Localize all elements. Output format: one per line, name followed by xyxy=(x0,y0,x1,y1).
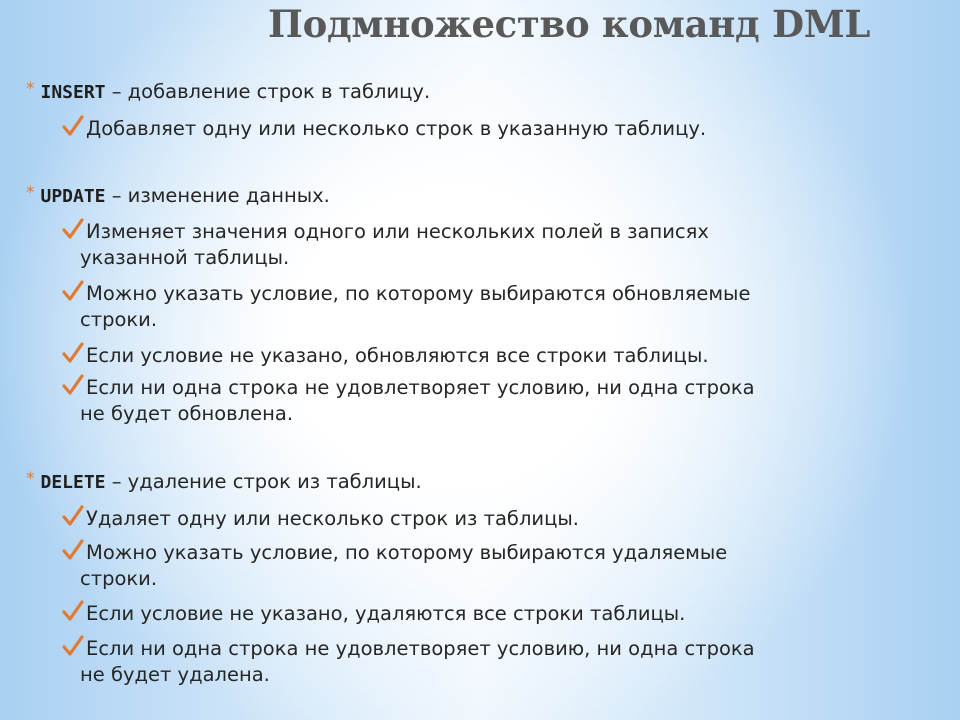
sub-point xyxy=(62,505,579,532)
bullet-update xyxy=(26,184,330,209)
checkmark-icon xyxy=(62,635,84,657)
bullet-description: – добавление строк в таблицу. xyxy=(105,80,431,103)
sub-point xyxy=(62,280,750,333)
checkmark-icon xyxy=(62,374,84,396)
sub-point xyxy=(62,342,709,369)
sub-point-text-continued: указанной таблицы. xyxy=(80,246,290,269)
sub-point-text: Можно указать условие, по которому выбираются удаляемые xyxy=(86,541,728,564)
asterisk-bullet-icon: * xyxy=(26,79,35,99)
checkmark-icon xyxy=(62,505,84,527)
bullet-delete xyxy=(26,470,422,495)
sub-point xyxy=(62,115,706,142)
slide-title: Подмножество команд DML xyxy=(268,2,871,46)
keyword-insert: INSERT xyxy=(40,82,106,103)
sub-point-text: Если ни одна строка не удовлетворяет условию, ни одна строка xyxy=(86,637,755,660)
sub-point-text: Если ни одна строка не удовлетворяет условию, ни одна строка xyxy=(86,376,755,399)
bullet-description: – удаление строк из таблицы. xyxy=(105,470,422,493)
sub-point-text-continued: не будет обновлена. xyxy=(80,402,294,425)
sub-point xyxy=(62,218,709,271)
asterisk-bullet-icon: * xyxy=(26,183,35,203)
sub-point xyxy=(62,635,755,688)
sub-point-text: Можно указать условие, по которому выбираются обновляемые xyxy=(86,282,751,305)
keyword-delete: DELETE xyxy=(40,472,106,493)
checkmark-icon xyxy=(62,115,84,137)
asterisk-bullet-icon: * xyxy=(26,469,35,489)
checkmark-icon xyxy=(62,342,84,364)
keyword-update: UPDATE xyxy=(40,186,106,207)
sub-point xyxy=(62,539,727,592)
checkmark-icon xyxy=(62,280,84,302)
sub-point-text: Добавляет одну или несколько строк в указанную таблицу. xyxy=(86,117,707,140)
checkmark-icon xyxy=(62,600,84,622)
sub-point-text: Если условие не указано, обновляются все строки таблицы. xyxy=(86,344,709,367)
sub-point-text-continued: не будет удалена. xyxy=(80,663,270,686)
sub-point-text-continued: строки. xyxy=(80,308,158,331)
sub-point-text: Изменяет значения одного или нескольких полей в записях xyxy=(86,220,709,243)
sub-point-text: Если условие не указано, удаляются все строки таблицы. xyxy=(86,602,686,625)
sub-point-text-continued: строки. xyxy=(80,567,158,590)
bullet-insert xyxy=(26,80,430,105)
bullet-description: – изменение данных. xyxy=(105,184,330,207)
sub-point xyxy=(62,374,755,427)
sub-point-text: Удаляет одну или несколько строк из таблицы. xyxy=(86,507,579,530)
checkmark-icon xyxy=(62,539,84,561)
checkmark-icon xyxy=(62,218,84,240)
sub-point xyxy=(62,600,685,627)
